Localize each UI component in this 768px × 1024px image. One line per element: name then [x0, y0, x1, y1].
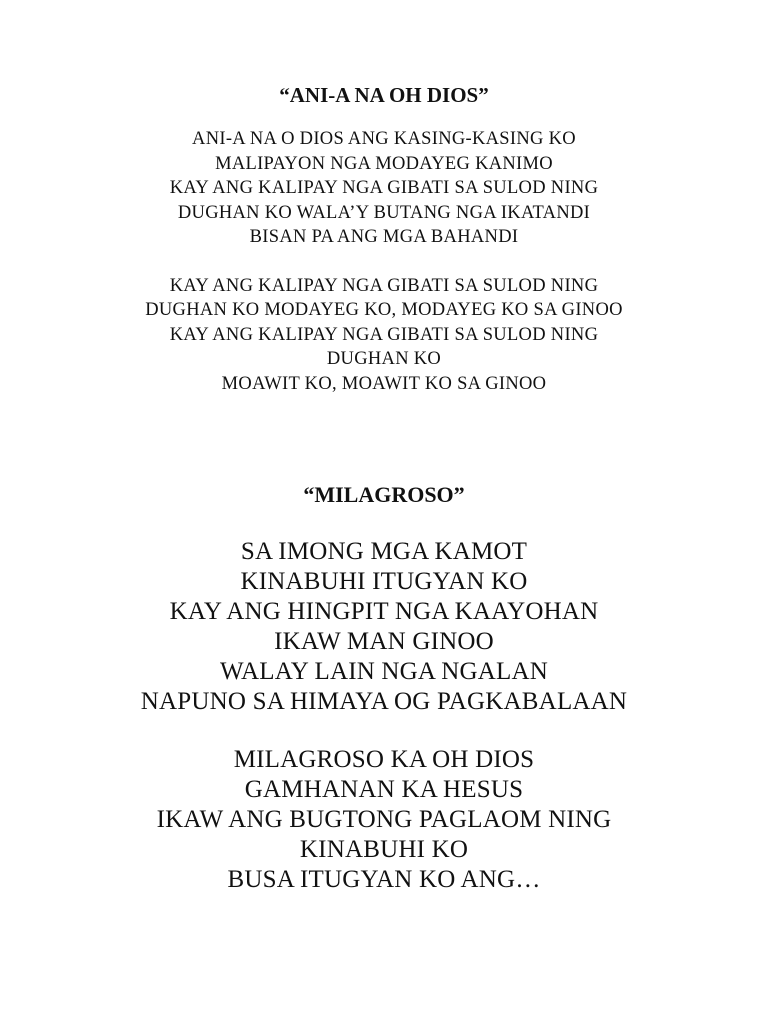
- lyric-line: IKAW MAN GINOO: [274, 628, 494, 655]
- song-title: “ANI-A NA OH DIOS”: [279, 83, 489, 107]
- lyric-line: SA IMONG MGA KAMOT: [240, 538, 528, 565]
- lyric-line: KINABUHI ITUGYAN KO: [240, 568, 528, 595]
- lyric-line: WALAY LAIN NGA NGALAN: [219, 658, 549, 685]
- stanza: [0, 127, 768, 250]
- lyric-line: MALIPAYON NGA MODAYEG KANIMO: [215, 153, 553, 174]
- lyric-line: DUGHAN KO: [326, 349, 442, 369]
- lyric-line: KINABUHI KO: [299, 836, 469, 863]
- song-milagroso: [0, 479, 768, 895]
- song-ani-a-na-oh-dios: [0, 80, 768, 396]
- lyric-line: BISAN PA ANG MGA BAHANDI: [249, 227, 519, 247]
- lyric-line: MILAGROSO KA OH DIOS: [233, 746, 535, 773]
- lyric-line: BUSA ITUGYAN KO ANG…: [227, 866, 541, 893]
- lyric-line: KAY ANG HINGPIT NGA KAAYOHAN: [169, 598, 599, 625]
- lyric-line: GAMHANAN KA HESUS: [244, 776, 524, 803]
- lyric-line: IKAW ANG BUGTONG PAGLAOM NING: [156, 806, 612, 833]
- stanza: [0, 537, 768, 717]
- lyric-line: DUGHAN KO WALA’Y BUTANG NGA IKATANDI: [177, 202, 591, 223]
- song-title: “MILAGROSO”: [303, 482, 465, 507]
- lyric-line: KAY ANG KALIPAY NGA GIBATI SA SULOD NING: [169, 275, 599, 296]
- stanza: [0, 745, 768, 895]
- lyric-line: DUGHAN KO MODAYEG KO, MODAYEG KO SA GINOO: [145, 300, 623, 320]
- lyric-line: ANI-A NA O DIOS ANG KASING-KASING KO: [192, 129, 576, 149]
- lyric-line: NAPUNO SA HIMAYA OG PAGKABALAAN: [140, 688, 628, 715]
- lyric-line: MOAWIT KO, MOAWIT KO SA GINOO: [221, 373, 547, 394]
- stanza: [0, 274, 768, 397]
- lyric-line: KAY ANG KALIPAY NGA GIBATI SA SULOD NING: [169, 178, 599, 198]
- lyric-line: KAY ANG KALIPAY NGA GIBATI SA SULOD NING: [169, 324, 599, 345]
